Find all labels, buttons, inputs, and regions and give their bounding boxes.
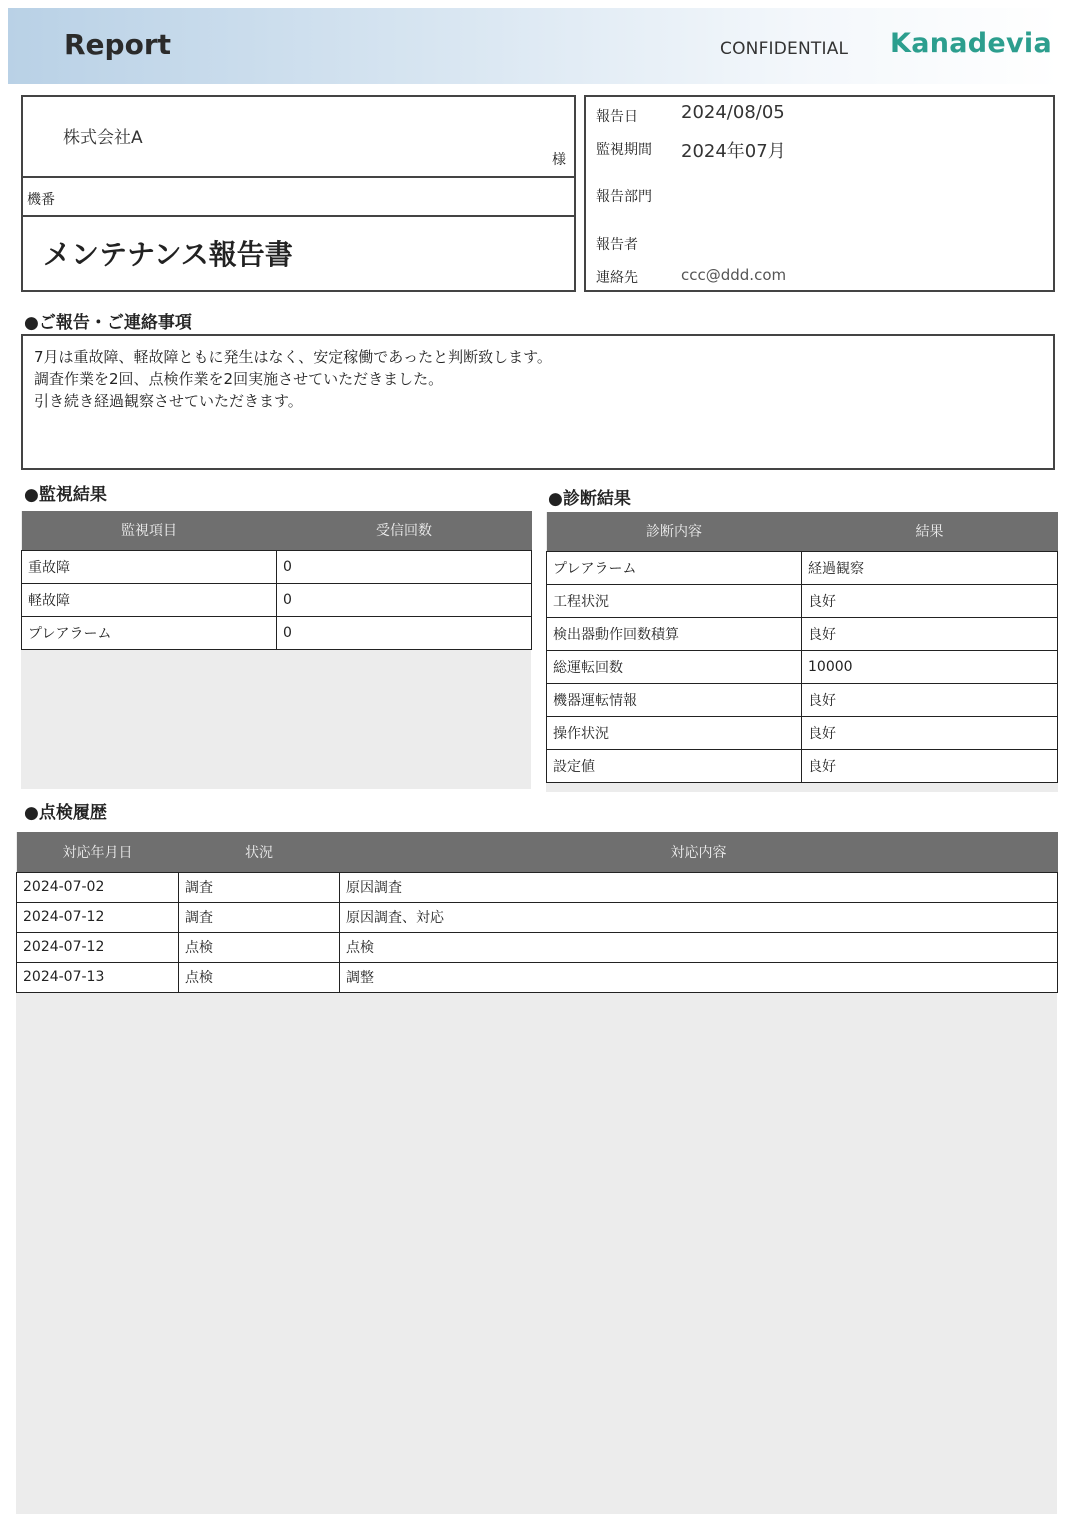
monitoring-header-item: 監視項目 xyxy=(22,511,277,550)
diagnosis-cell: 総運転回数 xyxy=(547,650,802,683)
history-cell: 2024-07-13 xyxy=(17,962,179,992)
history-cell: 2024-07-02 xyxy=(17,872,179,902)
history-header-date: 対応年月日 xyxy=(17,832,179,872)
diagnosis-cell: 良好 xyxy=(802,716,1058,749)
history-cell: 調査 xyxy=(179,872,340,902)
history-cell: 2024-07-12 xyxy=(17,932,179,962)
history-section-title: ●点検履歴 xyxy=(24,803,107,823)
notes-line-3: 引き続き経過観察させていただきます。 xyxy=(34,392,303,410)
table-row xyxy=(547,716,1058,749)
monitoring-header-count: 受信回数 xyxy=(277,511,532,550)
table-row xyxy=(22,583,532,616)
table-row xyxy=(22,616,532,649)
divider-1 xyxy=(23,176,574,178)
history-header-content: 対応内容 xyxy=(340,832,1058,872)
table-row xyxy=(547,617,1058,650)
document-title: メンテナンス報告書 xyxy=(43,238,293,271)
diagnosis-cell: 機器運転情報 xyxy=(547,683,802,716)
confidential-label: CONFIDENTIAL xyxy=(720,39,849,59)
diagnosis-cell: プレアラーム xyxy=(547,551,802,584)
history-table xyxy=(16,832,1058,993)
table-row xyxy=(17,962,1058,992)
monitoring-cell: 0 xyxy=(277,583,532,616)
history-cell: 点検 xyxy=(179,962,340,992)
report-header xyxy=(8,8,1060,84)
monitoring-cell: 重故障 xyxy=(22,550,277,583)
diagnosis-cell: 良好 xyxy=(802,617,1058,650)
report-title: Report xyxy=(64,28,172,61)
table-row xyxy=(547,683,1058,716)
notes-line-2: 調査作業を2回、点検作業を2回実施させていただきました。 xyxy=(34,370,444,388)
notes-line-1: 7月は重故障、軽故障ともに発生はなく、安定稼働であったと判断致します。 xyxy=(34,348,552,366)
diagnosis-header-content: 診断内容 xyxy=(547,512,802,551)
period-value: 2024年07月 xyxy=(681,141,786,162)
diagnosis-cell: 良好 xyxy=(802,584,1058,617)
diagnosis-cell: 工程状況 xyxy=(547,584,802,617)
machine-no-label: 機番 xyxy=(27,192,55,208)
history-cell: 調整 xyxy=(340,962,1058,992)
monitoring-table xyxy=(21,511,532,650)
company-logo: Kanadevia xyxy=(890,28,1052,59)
diagnosis-cell: 良好 xyxy=(802,749,1058,782)
monitoring-cell: プレアラーム xyxy=(22,616,277,649)
customer-box xyxy=(21,95,576,292)
report-date-value: 2024/08/05 xyxy=(681,102,785,123)
history-cell: 原因調査 xyxy=(340,872,1058,902)
period-label: 監視期間 xyxy=(596,142,652,158)
diagnosis-cell: 10000 xyxy=(802,650,1058,683)
history-cell: 原因調査、対応 xyxy=(340,902,1058,932)
customer-name: 株式会社A xyxy=(63,128,143,148)
history-cell: 2024-07-12 xyxy=(17,902,179,932)
report-info-box xyxy=(584,95,1055,292)
contact-value: ccc@ddd.com xyxy=(681,266,787,284)
monitoring-section-title: ●監視結果 xyxy=(24,485,107,505)
diagnosis-cell: 経過観察 xyxy=(802,551,1058,584)
table-row xyxy=(17,902,1058,932)
table-row xyxy=(17,872,1058,902)
honorific: 様 xyxy=(552,152,566,168)
diagnosis-table xyxy=(546,512,1058,783)
table-row xyxy=(17,932,1058,962)
diagnosis-cell: 操作状況 xyxy=(547,716,802,749)
table-row xyxy=(547,584,1058,617)
contact-label: 連絡先 xyxy=(596,270,638,286)
diagnosis-header-result: 結果 xyxy=(802,512,1058,551)
reporter-label: 報告者 xyxy=(596,237,638,253)
table-row xyxy=(22,550,532,583)
notes-box xyxy=(21,334,1055,470)
divider-2 xyxy=(23,215,574,217)
history-cell: 点検 xyxy=(179,932,340,962)
diagnosis-cell: 検出器動作回数積算 xyxy=(547,617,802,650)
monitoring-cell: 0 xyxy=(277,616,532,649)
table-row xyxy=(547,551,1058,584)
monitoring-cell: 0 xyxy=(277,550,532,583)
report-date-label: 報告日 xyxy=(596,109,638,125)
monitoring-cell: 軽故障 xyxy=(22,583,277,616)
table-row xyxy=(547,650,1058,683)
history-cell: 点検 xyxy=(340,932,1058,962)
history-cell: 調査 xyxy=(179,902,340,932)
diagnosis-cell: 良好 xyxy=(802,683,1058,716)
diagnosis-section-title: ●診断結果 xyxy=(548,489,631,509)
diagnosis-cell: 設定値 xyxy=(547,749,802,782)
table-row xyxy=(547,749,1058,782)
dept-label: 報告部門 xyxy=(596,189,652,205)
history-header-status: 状況 xyxy=(179,832,340,872)
notes-section-title: ●ご報告・ご連絡事項 xyxy=(24,313,192,333)
